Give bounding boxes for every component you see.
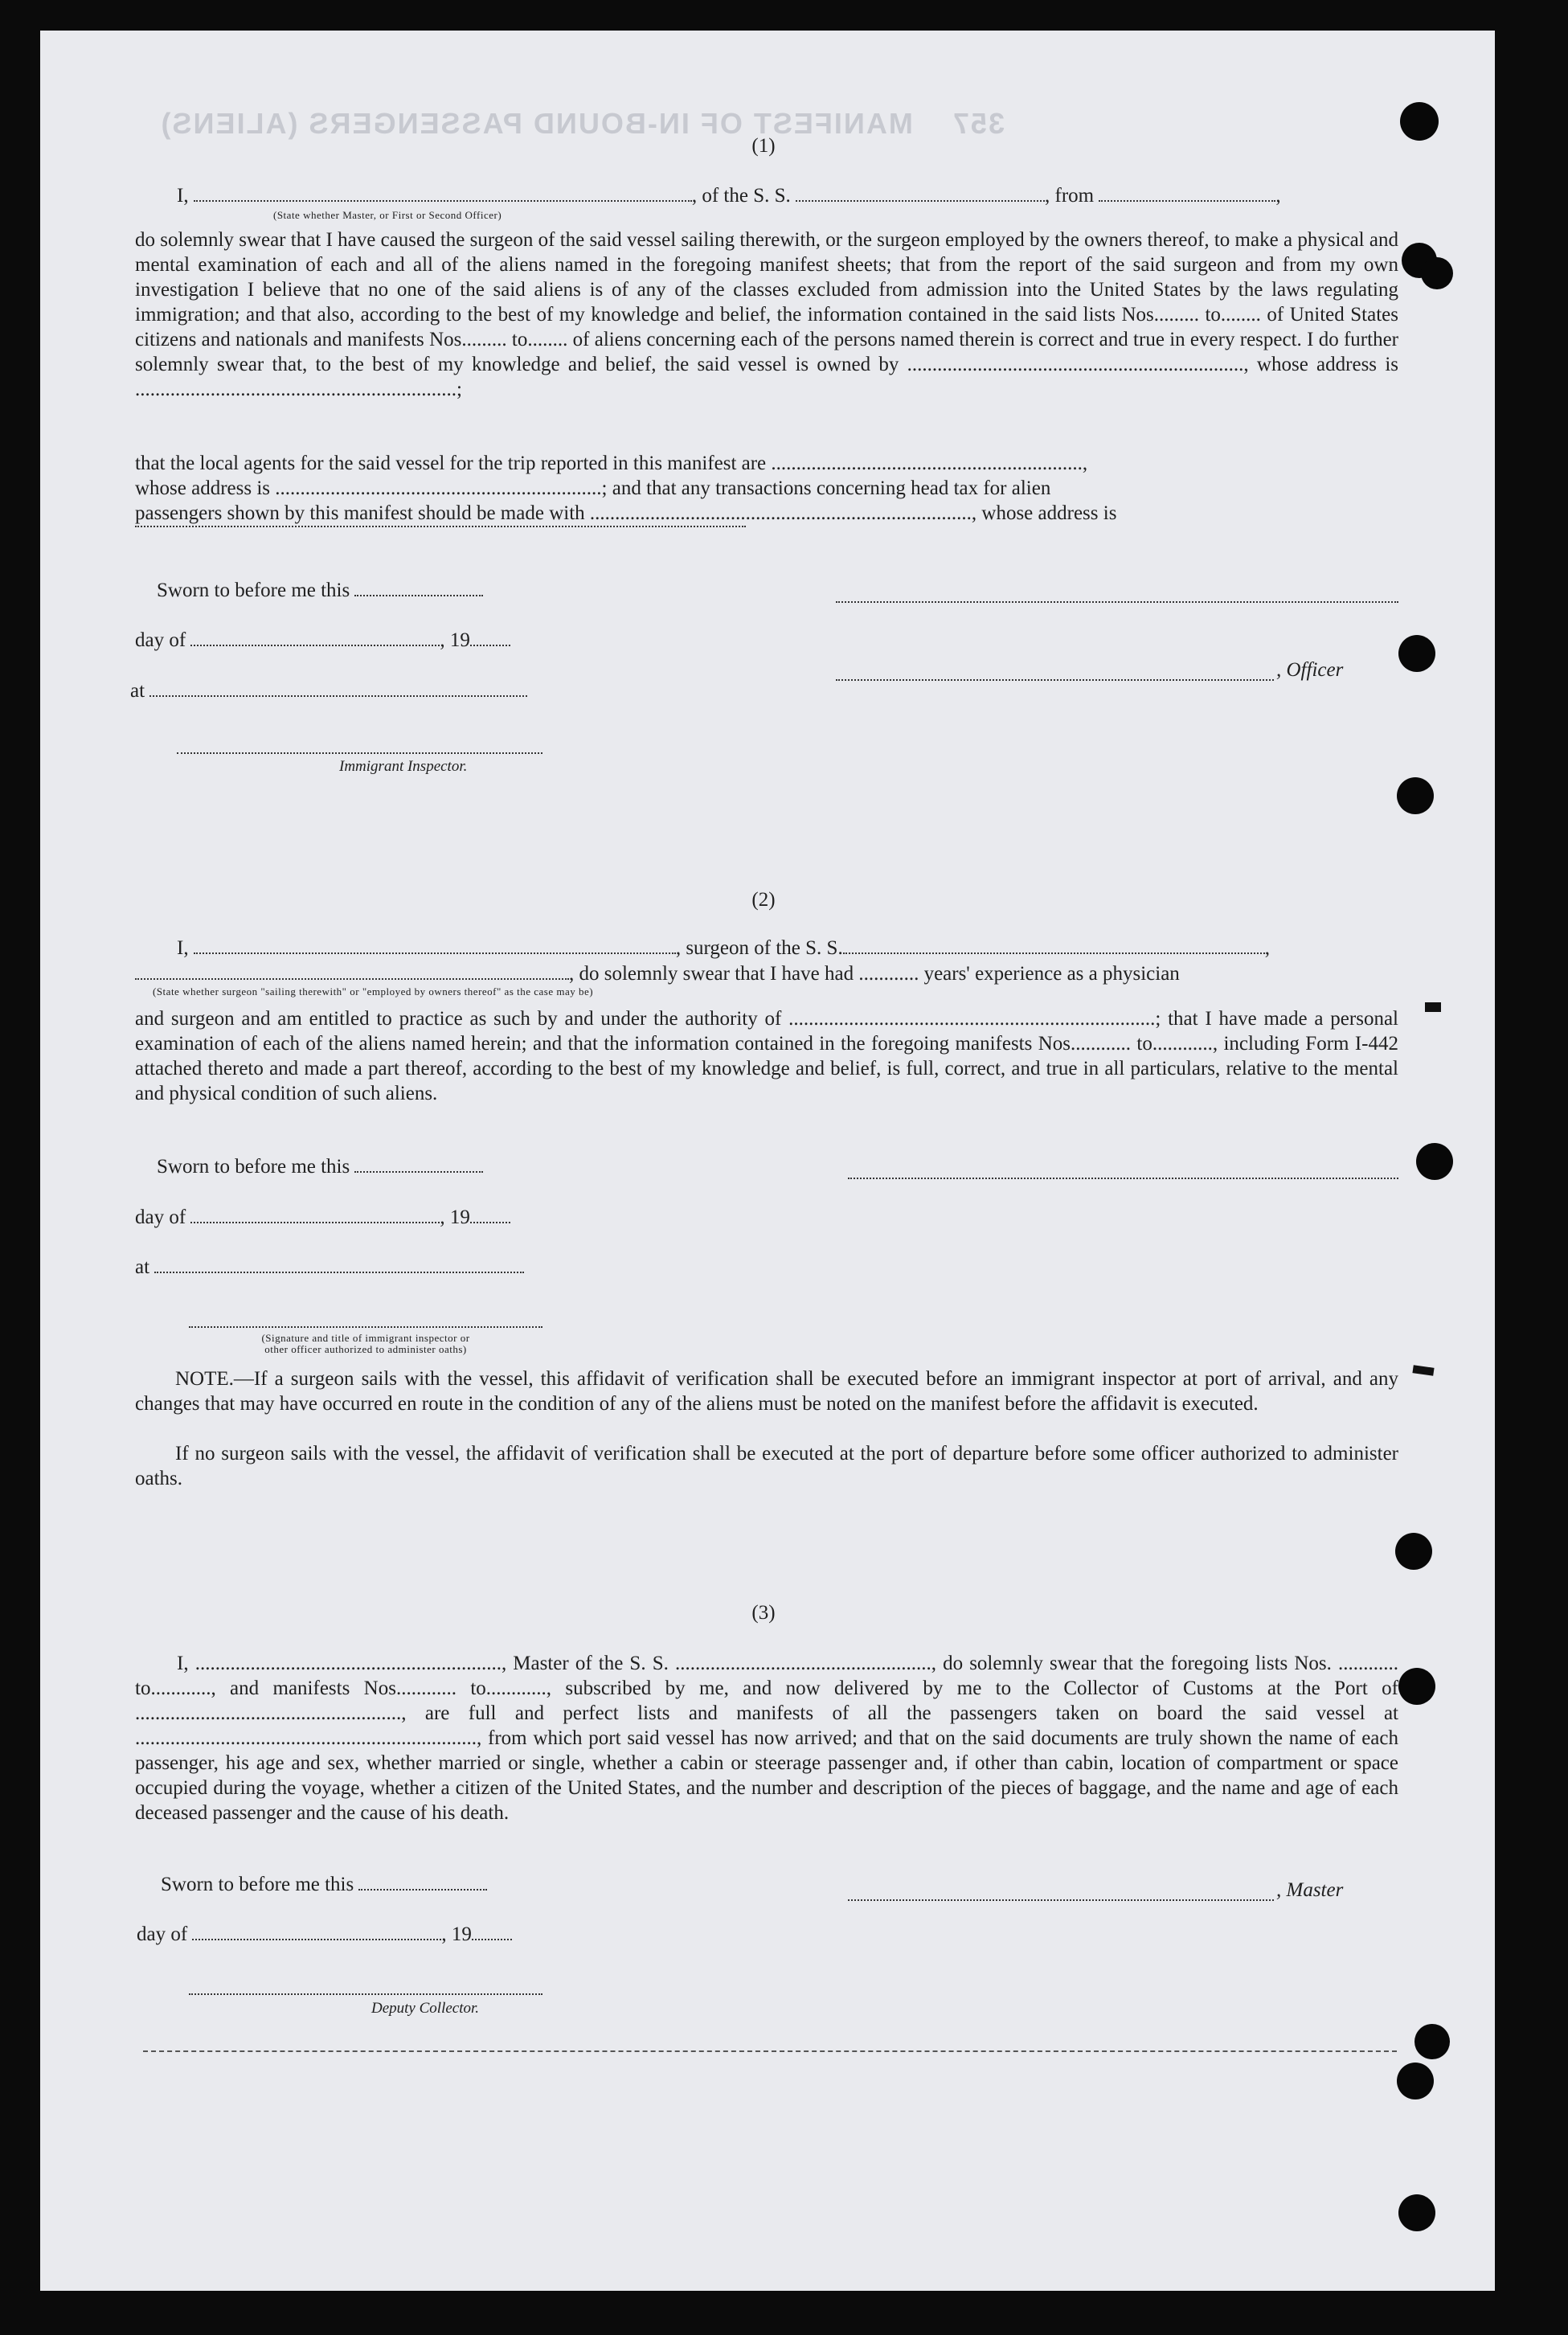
s1-officer-label: , Officer (1276, 659, 1344, 681)
s3-year-label: , 19 (441, 1923, 472, 1945)
s1-line1-mid: , of the S. S. (691, 185, 791, 207)
binder-hole (1395, 1533, 1432, 1570)
s1-line1: I, , of the S. S. , from , (177, 185, 1281, 207)
s3-sworn-line (161, 1874, 487, 1896)
s1-at-label: at (130, 680, 145, 702)
s3-body: I, ............................................................., Master of the S. S. ..................................................., do solemnly swear that the foregoing lists Nos. ............ to............, and manifests Nos............ to............, subscribed by me, and now delivered by me to the Collector of Customs at the Port of ....................................................., are full and perfect lists and manifests of all the passengers taken on board the said vessel at ...................................................................., from which port said vessel has now arrived; and that on the said documents are truly shown the name of each passenger, his age and sex, whether married or single, whether a cabin or steerage passenger and, if other than cabin, location of compartment or space occupied during the voyage, whether a citizen of the United States, and the number and description of the pieces of baggage, and the name and age of each deceased passenger and the cause of his death. (135, 1653, 1398, 1824)
s2-body: and surgeon and am entitled to practice as such by and under the authority of .........................................................................; that I have made a personal examination of each of the aliens named herein; and that the information contained in the foregoing manifests Nos............ to............, including Form I-442 attached thereto and made a part thereof, according to the best of my knowledge and belief, is full, correct, and true in all particulars, relative to the mental and physical condition of such aliens. (135, 1008, 1398, 1104)
s3-year-blank[interactable] (472, 1939, 512, 1940)
from-port-blank[interactable] (1099, 200, 1275, 202)
s2-sig-caption-2: other officer authorized to administer oaths) (264, 1343, 467, 1355)
binder-hole (1416, 1143, 1453, 1180)
binder-hole (1398, 635, 1435, 672)
s3-collector-line[interactable] (189, 1993, 542, 1995)
binder-hole (1421, 257, 1453, 289)
s2-note-1 (135, 1366, 1398, 1416)
s2-signature-line[interactable] (848, 1178, 1398, 1179)
binder-hole (1398, 2194, 1435, 2231)
bleed-number: 357 (951, 107, 1005, 140)
s3-day-line (137, 1923, 512, 1946)
s2-line1: I, , surgeon of the S. S. , (177, 937, 1270, 959)
s3-master-label: , Master (1276, 1879, 1344, 1901)
s2-caption: (State whether surgeon "sailing therewith" or "employed by owners thereof" as the case may be) (153, 985, 594, 997)
s1-at-line (130, 680, 527, 703)
s1-address-line: whose address is .................................................................; and that any transactions concerning head tax for alien (135, 477, 1051, 499)
s2-day-label: day of (135, 1206, 186, 1228)
s1-sworn-blank[interactable] (354, 595, 483, 596)
section-3-number: (3) (751, 1602, 776, 1624)
binder-hole (1400, 102, 1439, 141)
s1-day-line (135, 629, 510, 652)
bleed-title: MANIFEST OF IN-BOUND PASSENGERS (ALIENS) (159, 107, 913, 140)
s2-line1-prefix: I, (177, 937, 189, 959)
s1-passengers-line: passengers shown by this manifest should be made with ............................................................................, whose address is (135, 502, 1117, 524)
s3-day-label: day of (137, 1923, 188, 1945)
s2-note-1-text: —If a surgeon sails with the vessel, this affidavit of verification shall be executed before an immigrant inspector at port of arrival, and any changes that may have occurred en route in the condition of any of the aliens must be noted on the manifest before the affidavit is executed. (135, 1368, 1398, 1415)
s2-ship-blank[interactable] (843, 952, 1265, 954)
s3-sworn-label: Sworn to before me this (161, 1874, 354, 1895)
s3-day-blank[interactable] (192, 1939, 441, 1940)
s2-day-line (135, 1206, 510, 1229)
s1-caption: (State whether Master, or First or Second Officer) (273, 209, 502, 221)
s2-role-blank[interactable] (135, 978, 569, 980)
s1-inspector-label: Immigrant Inspector. (339, 758, 468, 775)
s1-officer-line[interactable] (836, 679, 1274, 681)
s1-address-blank[interactable] (135, 526, 746, 527)
s1-inspector-line[interactable] (177, 752, 542, 754)
bleed-through-text (121, 107, 1005, 236)
document-page (40, 31, 1495, 2291)
s1-signature-line[interactable] (836, 601, 1398, 603)
name-blank[interactable] (194, 200, 692, 202)
s2-signature-inspector-line[interactable] (189, 1326, 542, 1328)
s1-agents-line: that the local agents for the said vessel for the trip reported in this manifest are .............................................................., (135, 453, 1088, 474)
s2-sworn-line (157, 1156, 483, 1178)
s2-name-blank[interactable] (194, 952, 676, 954)
s2-at-line (135, 1256, 524, 1279)
s2-line2 (135, 963, 1180, 985)
s1-sworn-label: Sworn to before me this (157, 580, 350, 601)
s1-body: do solemnly swear that I have caused the surgeon of the said vessel sailing therewith, or the surgeon employed by the owners thereof, to make a physical and mental examination of each and all of the aliens named in the foregoing manifest sheets; that from the report of the said surgeon and from my own investigation I believe that no one of the said aliens is of any of the classes excluded from admission into the United States by the laws regulating immigration; and that also, according to the best of my knowledge and belief, the information contained in the said lists Nos......... to........ of United States citizens and nationals and manifests Nos......... to........ of aliens concerning each of the persons named therein is correct and true in every respect. I do further solemnly swear that, to the best of my knowledge and belief, the said vessel is owned by ..................................................................., whose address is ................................................................; (135, 229, 1398, 400)
s1-year-label: , 19 (440, 629, 470, 651)
s2-at-blank[interactable] (154, 1272, 524, 1273)
s2-year-label: , 19 (440, 1206, 470, 1228)
s2-year-blank[interactable] (470, 1222, 510, 1223)
s1-line1-end: , from (1045, 185, 1095, 207)
binder-hole (1397, 777, 1434, 814)
s2-at-label: at (135, 1256, 150, 1278)
s2-sworn-label: Sworn to before me this (157, 1156, 350, 1178)
s1-year-blank[interactable] (470, 645, 510, 646)
ship-name-blank[interactable] (796, 200, 1045, 202)
s3-collector-label: Deputy Collector. (371, 2000, 480, 2017)
s2-sig-caption (205, 1333, 526, 1355)
section-2-number: (2) (751, 889, 776, 911)
s1-at-blank[interactable] (149, 695, 527, 697)
s2-line1-mid: , surgeon of the S. S. (675, 937, 843, 959)
section-1-number: (1) (751, 135, 776, 157)
s1-day-label: day of (135, 629, 186, 651)
binder-hole (1414, 2024, 1450, 2059)
bottom-rule (143, 2050, 1397, 2052)
s2-line2-mid: , do solemnly swear that I have had ............ years' experience as a physician (569, 963, 1180, 985)
binder-hole (1397, 2063, 1434, 2099)
s3-sworn-blank[interactable] (358, 1889, 487, 1891)
binder-hole (1398, 1668, 1435, 1705)
s2-note-label: NOTE. (175, 1368, 234, 1390)
punch-mark (1425, 1002, 1441, 1012)
s2-sig-caption-1: (Signature and title of immigrant inspector or (261, 1332, 470, 1344)
s2-day-blank[interactable] (190, 1222, 440, 1223)
s1-line1-prefix: I, (177, 185, 189, 207)
s1-sworn-line (157, 580, 483, 602)
s1-day-blank[interactable] (190, 645, 440, 646)
s3-master-line[interactable] (848, 1899, 1274, 1901)
s2-sworn-blank[interactable] (354, 1171, 483, 1173)
s2-note-2: If no surgeon sails with the vessel, the affidavit of verification shall be executed at the port of departure before some officer authorized to administer oaths. (135, 1443, 1398, 1489)
